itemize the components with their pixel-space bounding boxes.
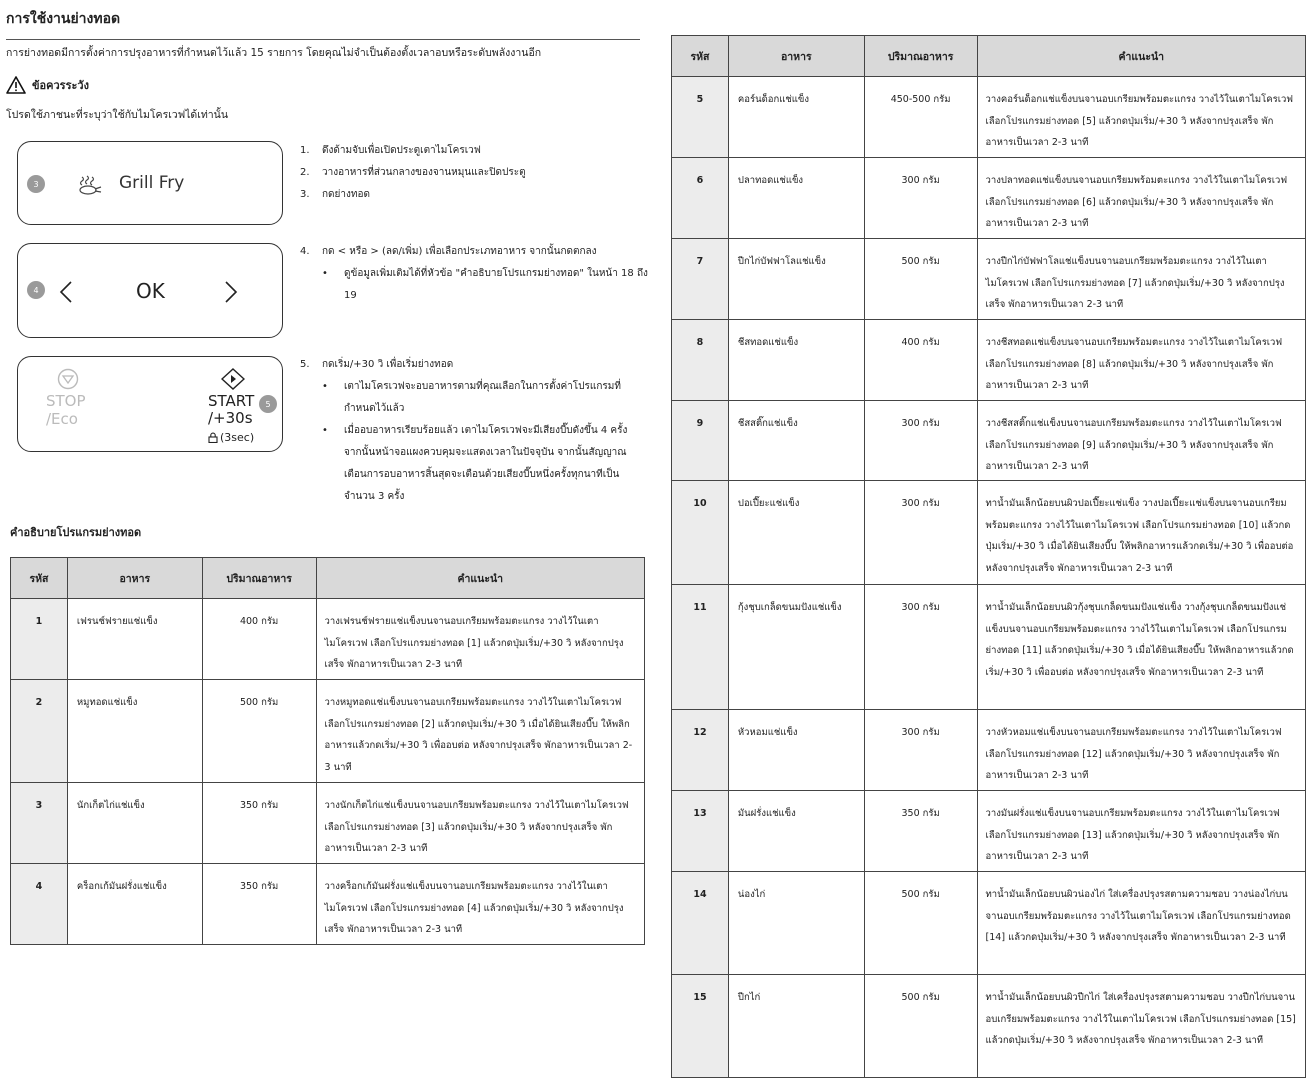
- food-cell: นักเก็ตไก่แช่แข็ง: [67, 783, 202, 864]
- table-row: [672, 481, 1306, 585]
- note-cell: วางหมูทอดแช่แข็งบนจานอบเกรียมพร้อมตะแกรง วางไว้ในเตาไมโครเวฟ เลือกโปรแกรมย่างทอด [2] แล้วกดปุ่มเริ่ม/+30 วิ เมื่อได้ยินเสียงบี๊บ ให้พลิกอาหารแล้วกดเริ่ม/+30 วิ เพื่ออบต่อ หลังจากปรุงเสร็จ พักอาหารเป็นเวลา 2-3 นาที: [316, 680, 644, 783]
- note-cell: วางหัวหอมแช่แข็งบนจานอบเกรียมพร้อมตะแกรง วางไว้ในเตาไมโครเวฟ เลือกโปรแกรมย่างทอด [12] แล้วกดปุ่มเริ่ม/+30 วิ หลังจากปรุงเสร็จ พักอาหารเป็นเวลา 2-3 นาที: [977, 710, 1305, 791]
- table-row: [672, 158, 1306, 239]
- step-5-bullet-2: • เมื่ออบอาหารเรียบร้อยแล้ว เตาไมโครเวฟจะมีเสียงบี๊บดังขึ้น 4 ครั้ง จากนั้นหน้าจอแผงควบคุมจะแสดงเวลาในปัจจุบัน จากนั้นสัญญาณเตือนการอบอาหารสิ้นสุดจะเตือนด้วยเสียงบี๊บหนึ่งครั้งทุกนาทีเป็นจำนวน 3 ครั้ง: [300, 420, 645, 508]
- table-row: [672, 77, 1306, 158]
- amount-cell: 500 กรัม: [864, 239, 977, 320]
- code-cell: 5: [672, 77, 729, 158]
- step-4-block: [300, 241, 650, 307]
- stop-icon[interactable]: [57, 368, 79, 390]
- food-cell: ชีสทอดแช่แข็ง: [728, 320, 864, 401]
- note-cell: ทาน้ำมันเล็กน้อยบนผิวปีกไก่ ใส่เครื่องปรุงรสตามความชอบ วางปีกไก่บนจานอบเกรียมพร้อมตะแกรง วางไว้ในเตาไมโครเวฟ เลือกโปรแกรมย่างทอด [15] แล้วกดปุ่มเริ่ม/+30 วิ หลังจากปรุงเสร็จ พักอาหารเป็นเวลา 2-3 นาที: [977, 975, 1305, 1078]
- food-cell: มันฝรั่งแช่แข็ง: [728, 791, 864, 872]
- food-cell: ชีสสติ๊กแช่แข็ง: [728, 401, 864, 481]
- program-table-left: [10, 557, 645, 945]
- caution-text: โปรดใช้ภาชนะที่ระบุว่าใช้กับไมโครเวฟได้เท่านั้น: [6, 109, 228, 121]
- start-icon[interactable]: [221, 368, 245, 390]
- display-panel-ok: [17, 243, 283, 338]
- caution-heading: [6, 76, 89, 94]
- note-cell: ทาน้ำมันเล็กน้อยบนผิวน่องไก่ ใส่เครื่องปรุงรสตามความชอบ วางน่องไก่บนจานอบเกรียมพร้อมตะแกรง วางไว้ในเตาไมโครเวฟ เลือกโปรแกรมย่างทอด [14] แล้วกดปุ่มเริ่ม/+30 วิ หลังจากปรุงเสร็จ พักอาหารเป็นเวลา 2-3 นาที: [977, 872, 1305, 975]
- amount-cell: 350 กรัม: [864, 791, 977, 872]
- food-cell: ปลาทอดแช่แข็ง: [728, 158, 864, 239]
- child-lock-hint: [208, 431, 254, 444]
- stop-label: STOP: [46, 392, 86, 410]
- amount-cell: 300 กรัม: [864, 710, 977, 791]
- amount-cell: 400 กรัม: [202, 599, 316, 680]
- display-panel-start-stop: [17, 356, 283, 452]
- header-amount: ปริมาณอาหาร: [864, 36, 977, 77]
- chevron-left-icon[interactable]: [59, 280, 73, 304]
- table-row: [11, 599, 645, 680]
- table-row: [672, 401, 1306, 481]
- table-row: [11, 783, 645, 864]
- food-cell: ปอเปี๊ยะแช่แข็ง: [728, 481, 864, 585]
- food-cell: หมูทอดแช่แข็ง: [67, 680, 202, 783]
- food-cell: กุ้งชุบเกล็ดขนมปังแช่แข็ง: [728, 585, 864, 710]
- note-cell: วางชีสทอดแช่แข็งบนจานอบเกรียมพร้อมตะแกรง วางไว้ในเตาไมโครเวฟ เลือกโปรแกรมย่างทอด [8] แล้วกดปุ่มเริ่ม/+30 วิ หลังจากปรุงเสร็จ พักอาหารเป็นเวลา 2-3 นาที: [977, 320, 1305, 401]
- code-cell: 15: [672, 975, 729, 1078]
- food-cell: ปีกไก่: [728, 975, 864, 1078]
- table-row: [11, 864, 645, 945]
- code-cell: 10: [672, 481, 729, 585]
- step-2: 2. วางอาหารที่ส่วนกลางของจานหมุนและปิดประตู: [300, 167, 526, 178]
- table-row: [11, 680, 645, 783]
- grill-fry-label: Grill Fry: [119, 173, 185, 193]
- note-cell: วางมันฝรั่งแช่แข็งบนจานอบเกรียมพร้อมตะแกรง วางไว้ในเตาไมโครเวฟ เลือกโปรแกรมย่างทอด [13] แล้วกดปุ่มเริ่ม/+30 วิ หลังจากปรุงเสร็จ พักอาหารเป็นเวลา 2-3 นาที: [977, 791, 1305, 872]
- food-cell: เฟรนช์ฟรายแช่แข็ง: [67, 599, 202, 680]
- amount-cell: 300 กรัม: [864, 158, 977, 239]
- table-row: [672, 975, 1306, 1078]
- header-code: รหัส: [11, 558, 68, 599]
- caution-title: ข้อควรระวัง: [32, 79, 89, 92]
- food-cell: คอร์นด็อกแช่แข็ง: [728, 77, 864, 158]
- step-3: 3. กดย่างทอด: [300, 189, 370, 200]
- code-cell: 14: [672, 872, 729, 975]
- food-cell: น่องไก่: [728, 872, 864, 975]
- stop-eco-button[interactable]: [46, 392, 86, 428]
- code-cell: 6: [672, 158, 729, 239]
- amount-cell: 300 กรัม: [864, 481, 977, 585]
- intro-text: การย่างทอดมีการตั้งค่าการปรุงอาหารที่กำหนดไว้แล้ว 15 รายการ โดยคุณไม่จำเป็นต้องตั้งเวลาอบหรือระดับพลังงานอีก: [6, 47, 542, 59]
- code-cell: 12: [672, 710, 729, 791]
- code-cell: 13: [672, 791, 729, 872]
- note-cell: วางคอร์นด็อกแช่แข็งบนจานอบเกรียมพร้อมตะแกรง วางไว้ในเตาไมโครเวฟ เลือกโปรแกรมย่างทอด [5] แล้วกดปุ่มเริ่ม/+30 วิ หลังจากปรุงเสร็จ พักอาหารเป็นเวลา 2-3 นาที: [977, 77, 1305, 158]
- display-panel-grill-fry: [17, 141, 283, 225]
- table-row: [672, 791, 1306, 872]
- step-5-bullet-1: • เตาไมโครเวฟจะอบอาหารตามที่คุณเลือกในการตั้งค่าโปรแกรมที่กำหนดไว้แล้ว: [300, 376, 645, 420]
- section-title: คำอธิบายโปรแกรมย่างทอด: [10, 526, 142, 539]
- code-cell: 1: [11, 599, 68, 680]
- step-5-block: [300, 354, 645, 508]
- code-cell: 4: [11, 864, 68, 945]
- table-row: [672, 872, 1306, 975]
- note-cell: วางนักเก็ตไก่แช่แข็งบนจานอบเกรียมพร้อมตะแกรง วางไว้ในเตาไมโครเวฟ เลือกโปรแกรมย่างทอด [3] แล้วกดปุ่มเริ่ม/+30 วิ หลังจากปรุงเสร็จ พักอาหารเป็นเวลา 2-3 นาที: [316, 783, 644, 864]
- table-row: [672, 710, 1306, 791]
- code-cell: 3: [11, 783, 68, 864]
- code-cell: 2: [11, 680, 68, 783]
- note-cell: ทาน้ำมันเล็กน้อยบนผิวปอเปี๊ยะแช่แข็ง วางปอเปี๊ยะแช่แข็งบนจานอบเกรียมพร้อมตะแกรง วางไว้ในเตาไมโครเวฟ เลือกโปรแกรมย่างทอด [10] แล้วกดปุ่มเริ่ม/+30 วิ เมื่อได้ยินเสียงบี๊บ ให้พลิกอาหารแล้วกดเริ่ม/+30 วิ เพื่ออบต่อ หลังจากปรุงเสร็จ พักอาหารเป็นเวลา 2-3 นาที: [977, 481, 1305, 585]
- code-cell: 7: [672, 239, 729, 320]
- note-cell: ทาน้ำมันเล็กน้อยบนผิวกุ้งชุบเกล็ดขนมปังแช่แข็ง วางกุ้งชุบเกล็ดขนมปังแช่แข็งบนจานอบเกรียมพร้อมตะแกรง วางไว้ในเตาไมโครเวฟ เลือกโปรแกรมย่างทอด [11] แล้วกดปุ่มเริ่ม/+30 วิ เมื่อได้ยินเสียงบี๊บ ให้พลิกอาหารแล้วกดเริ่ม/+30 วิ เพื่ออบต่อ หลังจากปรุงเสร็จ พักอาหารเป็นเวลา 2-3 นาที: [977, 585, 1305, 710]
- code-cell: 8: [672, 320, 729, 401]
- header-note: คำแนะนำ: [316, 558, 644, 599]
- note-cell: วางปีกไก่บัฟฟาโลแช่แข็งบนจานอบเกรียมพร้อมตะแกรง วางไว้ในเตาไมโครเวฟ เลือกโปรแกรมย่างทอด [7] แล้วกดปุ่มเริ่ม/+30 วิ หลังจากปรุงเสร็จ พักอาหารเป็นเวลา 2-3 นาที: [977, 239, 1305, 320]
- note-cell: วางคร็อกเก้มันฝรั่งแช่แข็งบนจานอบเกรียมพร้อมตะแกรง วางไว้ในเตาไมโครเวฟ เลือกโปรแกรมย่างทอด [4] แล้วกดปุ่มเริ่ม/+30 วิ หลังจากปรุงเสร็จ พักอาหารเป็นเวลา 2-3 นาที: [316, 864, 644, 945]
- header-code: รหัส: [672, 36, 729, 77]
- lock-time-label: (3sec): [220, 431, 255, 444]
- step-badge-3: 3: [27, 175, 45, 193]
- grill-fry-icon: [78, 174, 104, 196]
- amount-cell: 500 กรัม: [864, 975, 977, 1078]
- start-button[interactable]: [208, 393, 254, 427]
- amount-cell: 400 กรัม: [864, 320, 977, 401]
- step-4-bullet: • ดูข้อมูลเพิ่มเติมได้ที่หัวข้อ "คำอธิบายโปรแกรมย่างทอด" ในหน้า 18 ถึง 19: [300, 263, 650, 307]
- ok-button[interactable]: OK: [136, 279, 165, 303]
- food-cell: หัวหอมแช่แข็ง: [728, 710, 864, 791]
- amount-cell: 500 กรัม: [202, 680, 316, 783]
- header-note: คำแนะนำ: [977, 36, 1305, 77]
- code-cell: 9: [672, 401, 729, 481]
- amount-cell: 350 กรัม: [202, 783, 316, 864]
- warning-icon: [6, 76, 26, 94]
- header-food: อาหาร: [728, 36, 864, 77]
- amount-cell: 300 กรัม: [864, 401, 977, 481]
- note-cell: วางปลาทอดแช่แข็งบนจานอบเกรียมพร้อมตะแกรง วางไว้ในเตาไมโครเวฟ เลือกโปรแกรมย่างทอด [6] แล้วกดปุ่มเริ่ม/+30 วิ หลังจากปรุงเสร็จ พักอาหารเป็นเวลา 2-3 นาที: [977, 158, 1305, 239]
- chevron-right-icon[interactable]: [224, 280, 238, 304]
- page-title: การใช้งานย่างทอด: [6, 8, 640, 40]
- table-row: [672, 320, 1306, 401]
- step-5: 5. กดเริ่ม/+30 วิ เพื่อเริ่มย่างทอด: [300, 359, 454, 370]
- step-4: 4. กด < หรือ > (ลด/เพิ่ม) เพื่อเลือกประเภทอาหาร จากนั้นกดตกลง: [300, 246, 597, 257]
- steps-1-3: [300, 140, 526, 206]
- step-1: 1. ดึงด้ามจับเพื่อเปิดประตูเตาไมโครเวฟ: [300, 145, 481, 156]
- food-cell: ปีกไก่บัฟฟาโลแช่แข็ง: [728, 239, 864, 320]
- table-row: [672, 585, 1306, 710]
- eco-label: /Eco: [46, 410, 78, 428]
- program-table-right: [671, 35, 1306, 1078]
- note-cell: วางชีสสติ๊กแช่แข็งบนจานอบเกรียมพร้อมตะแกรง วางไว้ในเตาไมโครเวฟ เลือกโปรแกรมย่างทอด [9] แล้วกดปุ่มเริ่ม/+30 วิ หลังจากปรุงเสร็จ พักอาหารเป็นเวลา 2-3 นาที: [977, 401, 1305, 481]
- plus30-label: /+30s: [208, 409, 253, 427]
- table-row: [672, 239, 1306, 320]
- lock-icon: [208, 432, 218, 443]
- food-cell: คร็อกเก้มันฝรั่งแช่แข็ง: [67, 864, 202, 945]
- code-cell: 11: [672, 585, 729, 710]
- header-food: อาหาร: [67, 558, 202, 599]
- start-label: START: [208, 392, 255, 410]
- step-badge-4: 4: [27, 281, 45, 299]
- step-badge-5: 5: [259, 395, 277, 413]
- amount-cell: 450-500 กรัม: [864, 77, 977, 158]
- amount-cell: 300 กรัม: [864, 585, 977, 710]
- amount-cell: 350 กรัม: [202, 864, 316, 945]
- note-cell: วางเฟรนช์ฟรายแช่แข็งบนจานอบเกรียมพร้อมตะแกรง วางไว้ในเตาไมโครเวฟ เลือกโปรแกรมย่างทอด [1] แล้วกดปุ่มเริ่ม/+30 วิ หลังจากปรุงเสร็จ พักอาหารเป็นเวลา 2-3 นาที: [316, 599, 644, 680]
- amount-cell: 500 กรัม: [864, 872, 977, 975]
- header-amount: ปริมาณอาหาร: [202, 558, 316, 599]
